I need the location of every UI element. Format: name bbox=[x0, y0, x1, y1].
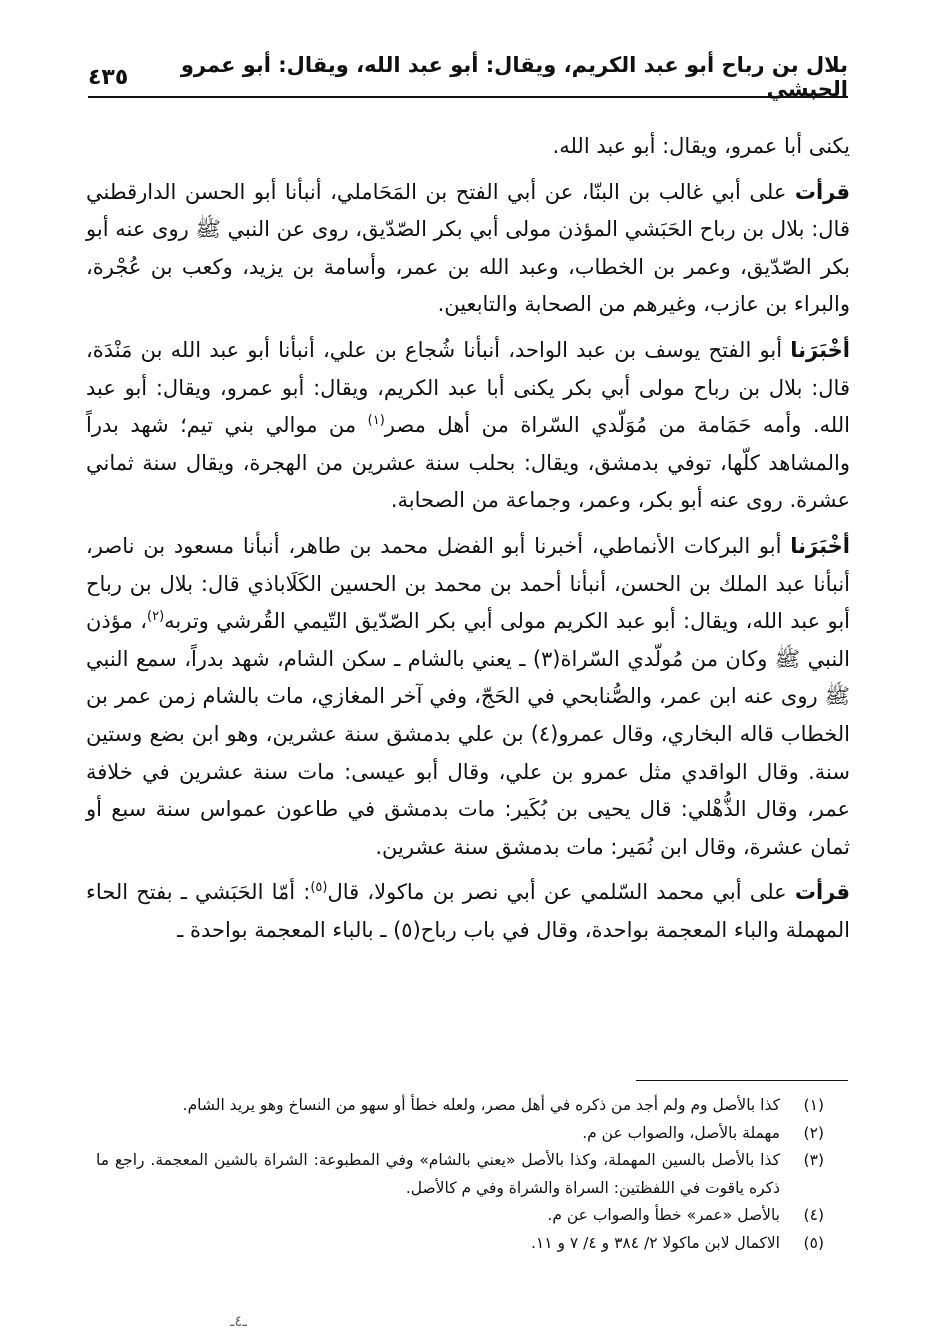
paragraph-text: أبو الفتح يوسف بن عبد الواحد، أنبأنا شُجاع بن علي، أنبأنا أبو عبد الله بن مَنْدَة، قال: بلال بن رباح مولى أبي بكر يكنى أبا عبد الكريم، ويقال: أبو عمرو، ويقال: أبو عبد الله. وأمه حَمَامة من مُوَلّدي السّراة من أهل مصر bbox=[86, 337, 850, 438]
paragraph-5 bbox=[86, 874, 850, 949]
paragraph-lead: أخْبَرَنا bbox=[790, 533, 850, 558]
main-text bbox=[86, 128, 850, 957]
footnote-text: بالأصل «عمر» خطأ والصواب عن م. bbox=[547, 1206, 780, 1224]
footnote-number: (٥) bbox=[803, 1233, 824, 1252]
footnote-ref: (١) bbox=[367, 413, 385, 429]
paragraph-text: يكنى أبا عمرو، ويقال: أبو عبد الله. bbox=[552, 134, 850, 158]
footnote-number: (٣) bbox=[803, 1151, 824, 1169]
paragraph-lead: قرأت bbox=[794, 179, 850, 204]
paragraph-4 bbox=[86, 528, 850, 866]
footnote-number: (٢) bbox=[803, 1123, 824, 1142]
footnote-divider bbox=[636, 1080, 848, 1081]
paragraph-text: على أبي غالب بن البنّا، عن أبي الفتح بن المَحَاملي، أنبأنا أبو الحسن الدارقطني قال: بلال بن رباح الحَبَشي المؤذن مولى أبي بكر الصّدّيق، روى عن النبي ﷺ روى عنه أبو بكر الصّدّيق، وعمر بن الخطاب، وعبد الله بن عمر، وأسامة بن يزيد، وكعب بن عُجْرة، والبراء بن عازب، وغيرهم من الصحابة والتابعين. bbox=[86, 179, 850, 317]
footnotes bbox=[96, 1092, 824, 1257]
footnote-text: كذا بالأصل وم ولم أجد من ذكره في أهل مصر، ولعله خطأ أو سهو من النساخ وهو يريد الشام. bbox=[182, 1096, 780, 1114]
footnote bbox=[96, 1147, 824, 1202]
paragraph-2 bbox=[86, 174, 850, 324]
paragraph-3 bbox=[86, 332, 850, 520]
footnote bbox=[96, 1202, 824, 1230]
paragraph-lead: قرأت bbox=[794, 880, 850, 905]
footnote-number: (٤) bbox=[803, 1206, 824, 1224]
footnote-ref: (٥) bbox=[310, 880, 328, 896]
footnote-text: الاكمال لابن ماكولا ٢/ ٣٨٤ و ٤/ ٧ و ١١. bbox=[530, 1233, 780, 1252]
page-number: ٤٣٥ bbox=[88, 64, 129, 90]
footnote bbox=[96, 1230, 824, 1258]
footnote-text: كذا بالأصل بالسين المهملة، وكذا بالأصل «يعني بالشام» وفي المطبوعة: الشراة بالشين المعجمة. راجع ما ذكره ياقوت في اللفظتين: السراة والشراة وفي م كالأصل. bbox=[96, 1151, 780, 1197]
page-header bbox=[88, 53, 848, 101]
footnote-text: مهملة بالأصل، والصواب عن م. bbox=[582, 1123, 780, 1142]
footnote bbox=[96, 1092, 824, 1120]
footnote bbox=[96, 1120, 824, 1148]
paragraph-1 bbox=[86, 128, 850, 166]
running-head: بلال بن رباح أبو عبد الكريم، ويقال: أبو عبد الله، ويقال: أبو عمرو الحبشي bbox=[180, 53, 848, 101]
page-mark: ـ٤ـ bbox=[230, 1312, 247, 1330]
paragraph-text: على أبي محمد السّلمي عن أبي نصر بن ماكولا، قال bbox=[327, 880, 795, 905]
footnote-number: (١) bbox=[803, 1096, 824, 1114]
paragraph-text: ، مؤذن النبي ﷺ وكان من مُولّدي السّراة(٣) ـ يعني بالشام ـ سكن الشام، شهد بدراً، سمع النبي ﷺ روى عنه ابن عمر، والصُّنابحي في الحَجّ، وفي آخر المغازي، مات بالشام زمن عمر بن الخطاب قاله البخاري، وقال عمرو(٤) بن علي بدمشق سنة عشرين، وهو ابن بضع وستين سنة. وقال الواقدي مثل عمرو بن علي، وقال أبو عيسى: مات سنة عشرين في خلافة عمر، وقال الذُّهْلي: قال يحيى بن بُكَير: مات بدمشق في طاعون عمواس سنة سبع أو ثمان عشرة، وقال ابن نُمَير: مات بدمشق سنة عشرين. bbox=[86, 609, 850, 859]
paragraph-text: من موالي بني تيم؛ شهد بدراً والمشاهد كلّها، توفي بدمشق، ويقال: بحلب سنة عشرين من الهجرة، ويقال سنة ثماني عشرة. روى عنه أبو بكر، وعمر، وجماعة من الصحابة. bbox=[86, 413, 850, 513]
footnote-ref: (٢) bbox=[147, 609, 165, 625]
paragraph-text: : أمّا الحَبَشي ـ بفتح الحاء المهملة والباء المعجمة بواحدة، وقال في باب رباح(٥) ـ بالباء المعجمة بواحدة ـ bbox=[86, 880, 850, 942]
paragraph-text: أبو البركات الأنماطي، أخبرنا أبو الفضل محمد بن طاهر، أنبأنا مسعود بن ناصر، أنبأنا عبد الملك بن الحسن، أنبأنا أحمد بن محمد بن الحسين الكَلَاباذي قال: بلال بن رباح أبو عبد الله، ويقال: أبو عبد الكريم مولى أبي بكر الصّدّيق التّيمي القُرشي وتربه bbox=[86, 533, 850, 634]
paragraph-lead: أخْبَرَنا bbox=[790, 337, 850, 362]
